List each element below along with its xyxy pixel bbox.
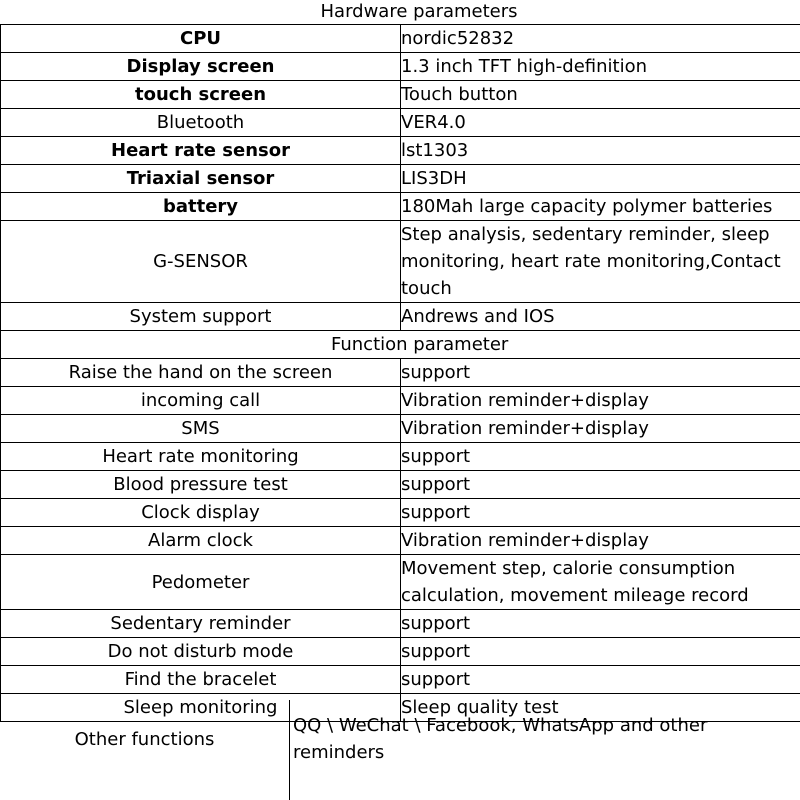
row-label: Find the bracelet xyxy=(1,666,401,694)
function-heading-row xyxy=(1,331,800,359)
row-value: Vibration reminder+display xyxy=(401,527,800,555)
row-label: G-SENSOR xyxy=(1,221,401,303)
table-row xyxy=(1,193,800,221)
row-value: support xyxy=(401,443,800,471)
row-label: Display screen xyxy=(1,53,401,81)
row-value: support xyxy=(401,499,800,527)
other-functions-section xyxy=(0,700,800,800)
row-label: Sedentary reminder xyxy=(1,610,401,638)
table-row xyxy=(1,610,800,638)
table-row xyxy=(1,81,800,109)
table-row xyxy=(1,499,800,527)
table-row xyxy=(1,666,800,694)
other-functions-label-text: Other functions xyxy=(74,728,215,750)
row-value: LIS3DH xyxy=(401,165,800,193)
row-label: Raise the hand on the screen xyxy=(1,359,401,387)
table-row xyxy=(1,53,800,81)
row-label: CPU xyxy=(1,25,401,53)
row-label: Blood pressure test xyxy=(1,471,401,499)
row-label: SMS xyxy=(1,415,401,443)
table-row xyxy=(1,137,800,165)
row-value: Touch button xyxy=(401,81,800,109)
row-value: lst1303 xyxy=(401,137,800,165)
table-row xyxy=(1,527,800,555)
row-value: nordic52832 xyxy=(401,25,800,53)
other-functions-label xyxy=(0,700,290,800)
row-label: Bluetooth xyxy=(1,109,401,137)
table-row xyxy=(1,443,800,471)
row-value: VER4.0 xyxy=(401,109,800,137)
row-value: support xyxy=(401,638,800,666)
table-row xyxy=(1,221,800,303)
row-label: Alarm clock xyxy=(1,527,401,555)
row-value: 180Mah large capacity polymer batteries xyxy=(401,193,800,221)
row-label: Pedometer xyxy=(1,555,401,610)
row-label: Clock display xyxy=(1,499,401,527)
hardware-heading-row xyxy=(1,0,800,25)
hardware-heading: Hardware parameters xyxy=(1,0,800,25)
row-value: Andrews and IOS xyxy=(401,303,800,331)
table-row xyxy=(1,555,800,610)
row-label: Sleep monitoring xyxy=(1,694,401,722)
row-label: Heart rate monitoring xyxy=(1,443,401,471)
row-value: Vibration reminder+display xyxy=(401,415,800,443)
row-value: 1.3 inch TFT high-definition xyxy=(401,53,800,81)
row-label: incoming call xyxy=(1,387,401,415)
function-heading: Function parameter xyxy=(1,331,800,359)
table-row xyxy=(1,387,800,415)
table-row xyxy=(1,471,800,499)
row-label: Triaxial sensor xyxy=(1,165,401,193)
other-functions-value: QQ \ WeChat \ Facebook, WhatsApp and other reminders xyxy=(293,715,708,763)
table-row xyxy=(1,415,800,443)
row-value: Sleep quality test xyxy=(401,694,800,722)
table-row xyxy=(1,109,800,137)
row-value: Vibration reminder+display xyxy=(401,387,800,415)
row-label: System support xyxy=(1,303,401,331)
row-label: touch screen xyxy=(1,81,401,109)
table-row xyxy=(1,165,800,193)
table-row xyxy=(1,359,800,387)
row-value: support xyxy=(401,666,800,694)
row-label: Do not disturb mode xyxy=(1,638,401,666)
row-label: battery xyxy=(1,193,401,221)
row-value: Step analysis, sedentary reminder, sleep monitoring, heart rate monitoring,Contact touch xyxy=(401,221,800,303)
row-value: support xyxy=(401,610,800,638)
table-row xyxy=(1,638,800,666)
row-value: support xyxy=(401,471,800,499)
row-label: Heart rate sensor xyxy=(1,137,401,165)
table-row xyxy=(1,303,800,331)
table-row xyxy=(1,25,800,53)
row-value: Movement step, calorie consumption calculation, movement mileage record xyxy=(401,555,800,610)
row-value: support xyxy=(401,359,800,387)
